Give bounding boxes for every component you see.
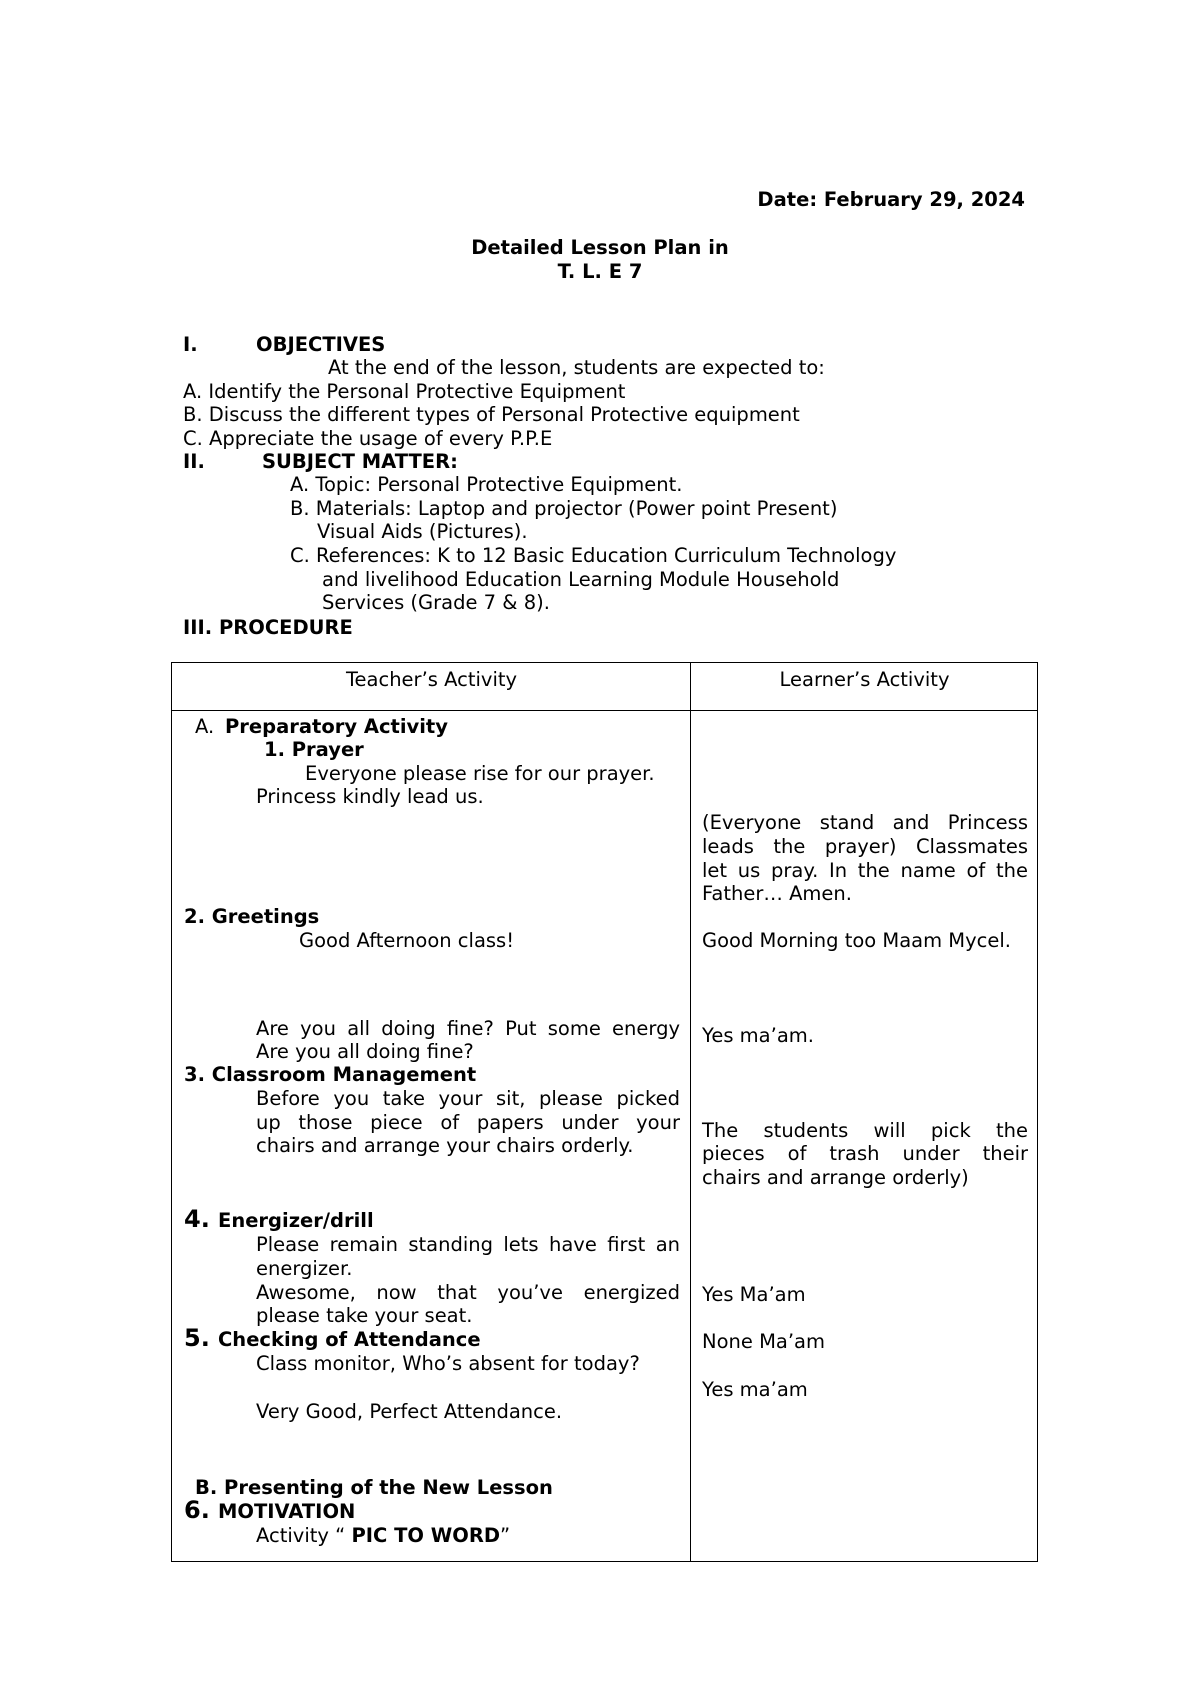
subject-topic: A. Topic: Personal Protective Equipment. [290,473,683,496]
teacher-energizer-line: please take your seat. [256,1304,473,1327]
procedure-table-header-row [172,663,1038,711]
lesson-date: Date: February 29, 2024 [757,188,1025,211]
subject-references-cont: and livelihood Education Learning Module Household [322,568,840,591]
teacher-greeting-line: Are you all doing fine? Put some energy [256,1017,680,1040]
motivation-number: 6. [184,1496,210,1524]
teacher-energizer-line: energizer. [256,1257,353,1280]
page-title: Detailed Lesson Plan in [471,236,729,259]
motivation-heading: MOTIVATION [218,1500,356,1523]
objectives-heading: OBJECTIVES [256,333,386,356]
learner-classroom-line: chairs and arrange orderly) [702,1166,969,1189]
learner-column-header-cell [691,663,1038,711]
objectives-intro: At the end of the lesson, students are expected to: [328,356,825,379]
teacher-greeting-line: Good Afternoon class! [299,929,515,952]
subject-references: C. References: K to 12 Basic Education Curriculum Technology [290,544,897,567]
teacher-attendance-line: Very Good, Perfect Attendance. [256,1400,563,1423]
teacher-prayer-line: Princess kindly lead us. [256,785,484,808]
procedure-table [171,662,1038,1562]
teacher-classroom-line: chairs and arrange your chairs orderly. [256,1134,634,1157]
page-subtitle: T. L. E 7 [557,260,643,283]
preparatory-letter: A. [195,715,215,738]
teacher-column-header: Teacher’s Activity [345,668,518,691]
teacher-activity-cell [172,711,691,1562]
learner-prayer-line: (Everyone stand and Princess [702,811,1028,834]
procedure-heading: III. PROCEDURE [183,616,353,639]
subject-references-cont: Services (Grade 7 & 8). [322,591,550,614]
learner-classroom-line: The students will pick the [702,1119,1028,1142]
energizer-heading: Energizer/drill [218,1209,374,1232]
learner-energizer-response: Yes Ma’am [702,1283,806,1306]
greetings-heading: 2. Greetings [184,905,320,928]
motivation-activity-title: PIC TO WORD [351,1524,501,1547]
attendance-heading: Checking of Attendance [218,1328,481,1351]
teacher-greeting-line: Are you all doing fine? [256,1040,474,1063]
motivation-activity-suffix: ” [500,1524,511,1547]
learner-attendance-response: Yes ma’am [702,1378,808,1401]
objective-item: A. Identify the Personal Protective Equipment [183,380,626,403]
new-lesson-heading: B. Presenting of the New Lesson [195,1476,553,1499]
teacher-attendance-line: Class monitor, Who’s absent for today? [256,1352,640,1375]
teacher-energizer-line: Please remain standing lets have first an [256,1233,680,1256]
subject-materials-cont: Visual Aids (Pictures). [317,520,528,543]
subject-matter-numeral: II. [183,450,205,473]
learner-attendance-response: None Ma’am [702,1330,825,1353]
learner-column-header: Learner’s Activity [779,668,950,691]
preparatory-heading: Preparatory Activity [225,715,448,738]
attendance-number: 5. [184,1324,210,1352]
classroom-management-heading: 3. Classroom Management [184,1063,477,1086]
prayer-heading: 1. Prayer [264,738,364,761]
learner-fine-response: Yes ma’am. [702,1024,814,1047]
learner-prayer-line: let us pray. In the name of the [702,859,1028,882]
procedure-table-body-row [172,711,1038,1562]
motivation-activity [256,1524,510,1548]
learner-prayer-line: Father… Amen. [702,882,852,905]
teacher-classroom-line: up those piece of papers under your [256,1111,680,1134]
objective-item: B. Discuss the different types of Personal Protective equipment [183,403,800,426]
teacher-classroom-line: Before you take your sit, please picked [256,1087,680,1110]
objective-item: C. Appreciate the usage of every P.P.E [183,427,553,450]
teacher-energizer-line: Awesome, now that you’ve energized [256,1281,680,1304]
learner-activity-cell [691,711,1038,1562]
learner-greeting: Good Morning too Maam Mycel. [702,929,1012,952]
subject-materials: B. Materials: Laptop and projector (Power point Present) [290,497,838,520]
learner-classroom-line: pieces of trash under their [702,1142,1028,1165]
teacher-prayer-line: Everyone please rise for our prayer. [305,762,655,785]
teacher-column-header-cell [172,663,691,711]
motivation-activity-prefix: Activity “ [256,1524,352,1547]
energizer-number: 4. [184,1205,210,1233]
subject-matter-heading: SUBJECT MATTER: [262,450,458,473]
objectives-numeral: I. [183,333,198,356]
learner-prayer-line: leads the prayer) Classmates [702,835,1028,858]
